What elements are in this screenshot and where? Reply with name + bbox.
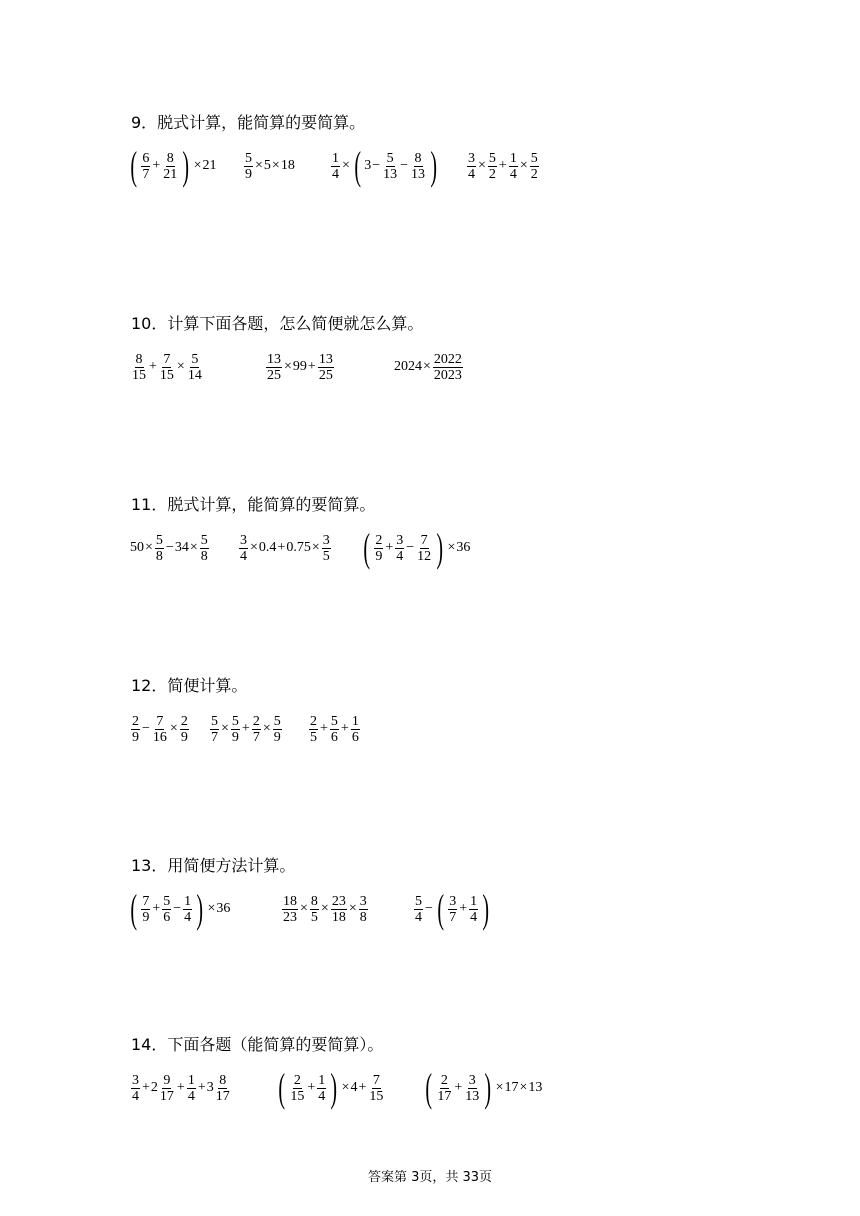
denominator: 4 (509, 166, 517, 182)
question-title: 11．脱式计算，能简算的要简算。 (131, 495, 376, 514)
question-title: 9．脱式计算，能简算的要简算。 (131, 113, 366, 132)
operator: − (142, 721, 150, 736)
numerator: 1 (184, 893, 192, 909)
expression (243, 143, 295, 189)
operator: × (193, 158, 202, 173)
question-11 (0, 495, 860, 645)
fraction (310, 894, 319, 925)
fraction (159, 1073, 175, 1104)
operator: × (320, 901, 329, 916)
expression (127, 143, 216, 189)
numerator: 2 (252, 713, 260, 729)
denominator: 6 (163, 909, 171, 925)
operator: + (176, 1080, 185, 1095)
fraction (464, 1073, 480, 1104)
denominator: 17 (159, 1088, 174, 1104)
operator: + (454, 1080, 463, 1095)
numerator: 6 (142, 150, 150, 166)
question-13 (0, 856, 860, 1006)
question-14 (0, 1035, 860, 1185)
operator: − (173, 901, 182, 916)
paren: ( (130, 143, 137, 188)
denominator: 17 (215, 1088, 230, 1104)
expression (330, 143, 440, 189)
operator: + (320, 721, 328, 736)
denominator: 4 (240, 548, 247, 564)
fraction (467, 151, 476, 182)
operator: × (300, 901, 308, 916)
numerator: 7 (163, 351, 171, 367)
fraction (359, 894, 368, 925)
operator: + (498, 158, 507, 173)
numerator: 5 (330, 713, 338, 729)
number: 5 (263, 158, 271, 173)
denominator: 16 (152, 729, 167, 745)
page-footer: 答案第 3页，共 33页 (367, 1170, 493, 1185)
number: 0.75 (286, 540, 311, 555)
denominator: 15 (290, 1088, 305, 1104)
fraction (448, 894, 457, 925)
fraction (239, 533, 248, 564)
operator: + (459, 901, 468, 916)
fraction (159, 352, 175, 383)
fraction (244, 151, 253, 182)
operator: + (152, 901, 161, 916)
expression (275, 1065, 385, 1111)
fraction (509, 151, 518, 182)
operator: × (189, 540, 198, 555)
denominator: 4 (468, 166, 475, 182)
fraction (318, 352, 334, 383)
fraction (309, 714, 318, 745)
expression (422, 1065, 542, 1111)
numerator: 2 (440, 1072, 448, 1088)
numerator: 3 (322, 532, 330, 548)
denominator: 25 (318, 367, 333, 383)
expression (394, 344, 464, 390)
denominator: 6 (351, 729, 359, 745)
operator: × (271, 158, 280, 173)
numerator: 5 (163, 893, 171, 909)
denominator: 9 (273, 729, 281, 745)
paren: ) (182, 143, 190, 188)
denominator: 4 (187, 1088, 195, 1104)
operator: × (478, 158, 486, 173)
number: 2 (150, 1080, 158, 1095)
numerator: 1 (470, 893, 478, 909)
denominator: 15 (369, 1088, 384, 1104)
operator: + (149, 359, 157, 374)
denominator: 9 (180, 729, 188, 745)
denominator: 7 (211, 729, 218, 745)
numerator: 3 (449, 893, 457, 909)
operator: × (284, 359, 292, 374)
numerator: 5 (386, 150, 394, 166)
operator: × (519, 1080, 528, 1095)
expression (130, 344, 204, 390)
numerator: 8 (219, 1072, 227, 1088)
operator: − (400, 158, 409, 173)
numerator: 5 (231, 713, 239, 729)
numerator: 3 (468, 1072, 476, 1088)
paren: ( (437, 886, 444, 931)
number: 21 (202, 158, 217, 173)
denominator: 4 (396, 548, 404, 564)
operator: × (221, 721, 229, 736)
denominator: 12 (417, 548, 432, 564)
denominator: 4 (184, 909, 192, 925)
numerator: 5 (273, 713, 281, 729)
fraction (414, 894, 423, 925)
fraction (382, 151, 398, 182)
denominator: 15 (132, 367, 146, 383)
fraction (331, 151, 340, 182)
denominator: 18 (331, 909, 346, 925)
denominator: 8 (200, 548, 208, 564)
numerator: 2 (293, 1072, 301, 1088)
expression (127, 886, 230, 932)
denominator: 13 (465, 1088, 480, 1104)
denominator: 4 (318, 1088, 326, 1104)
operator: × (262, 721, 271, 736)
operator: − (406, 540, 415, 555)
fraction (155, 533, 164, 564)
paren: ) (484, 1065, 492, 1110)
question-title: 12．简便计算。 (131, 676, 248, 695)
denominator: 15 (159, 367, 174, 383)
denominator: 13 (383, 166, 398, 182)
fraction (351, 714, 360, 745)
denominator: 7 (449, 909, 457, 925)
fraction (282, 894, 298, 925)
expression (209, 706, 283, 752)
denominator: 9 (231, 729, 239, 745)
numerator: 5 (200, 532, 208, 548)
fraction (436, 1073, 452, 1104)
denominator: 2 (530, 166, 538, 182)
numerator: 5 (191, 351, 199, 367)
operator: × (207, 901, 216, 916)
denominator: 8 (359, 909, 367, 925)
denominator: 9 (132, 729, 139, 745)
denominator: 2023 (433, 367, 462, 383)
fraction (131, 714, 140, 745)
operator: + (358, 1080, 367, 1095)
numerator: 1 (351, 713, 359, 729)
numerator: 7 (142, 893, 150, 909)
denominator: 2 (488, 166, 496, 182)
fraction (530, 151, 539, 182)
operator: × (342, 158, 350, 173)
numerator: 3 (468, 150, 475, 166)
operator: × (176, 359, 185, 374)
fraction (488, 151, 497, 182)
denominator: 4 (132, 1088, 139, 1104)
numerator: 13 (318, 351, 333, 367)
numerator: 1 (332, 150, 339, 166)
numerator: 18 (283, 893, 297, 909)
fraction (187, 352, 203, 383)
fraction (131, 352, 147, 383)
numerator: 1 (509, 150, 517, 166)
denominator: 5 (322, 548, 330, 564)
operator: + (277, 540, 286, 555)
fraction (331, 894, 347, 925)
fraction (322, 533, 331, 564)
number: 3 (206, 1080, 214, 1095)
fraction (252, 714, 261, 745)
expression (466, 143, 540, 189)
operator: − (165, 540, 174, 555)
expression (308, 706, 361, 752)
fraction (374, 533, 383, 564)
numerator: 13 (267, 351, 281, 367)
denominator: 4 (332, 166, 339, 182)
number: 36 (456, 540, 471, 555)
expression (413, 886, 492, 932)
number: 99 (292, 359, 307, 374)
denominator: 23 (283, 909, 297, 925)
operator: × (169, 721, 178, 736)
paren: ) (482, 886, 490, 931)
fraction (368, 1073, 384, 1104)
fraction (433, 352, 463, 383)
denominator: 9 (142, 909, 150, 925)
paren: ) (196, 886, 204, 931)
number: 2024 (394, 359, 422, 374)
operator: × (348, 901, 357, 916)
fraction (395, 533, 404, 564)
expression (360, 525, 470, 571)
number: 17 (504, 1080, 519, 1095)
question-12 (0, 676, 860, 826)
denominator: 6 (330, 729, 338, 745)
numerator: 3 (359, 893, 367, 909)
numerator: 8 (310, 893, 318, 909)
operator: + (307, 359, 316, 374)
operator: × (341, 1080, 350, 1095)
fraction (266, 352, 282, 383)
operator: − (372, 158, 381, 173)
number: 18 (280, 158, 295, 173)
numerator: 5 (415, 893, 422, 909)
number: 34 (174, 540, 189, 555)
paren: ( (363, 525, 370, 570)
numerator: 5 (155, 532, 163, 548)
operator: + (197, 1080, 206, 1095)
fraction (200, 533, 209, 564)
fraction (152, 714, 168, 745)
numerator: 3 (132, 1072, 139, 1088)
expression (281, 886, 369, 932)
operator: × (255, 158, 263, 173)
operator: × (495, 1080, 504, 1095)
numerator: 2 (375, 532, 383, 548)
number: 36 (216, 901, 231, 916)
fraction (410, 151, 426, 182)
denominator: 9 (375, 548, 383, 564)
number: 3 (364, 158, 372, 173)
denominator: 9 (245, 166, 252, 182)
numerator: 2022 (433, 351, 462, 367)
operator: + (307, 1080, 316, 1095)
fraction (187, 1073, 196, 1104)
denominator: 13 (411, 166, 426, 182)
operator: × (519, 158, 528, 173)
operator: × (311, 540, 320, 555)
fraction (162, 151, 178, 182)
denominator: 25 (267, 367, 281, 383)
fraction (273, 714, 282, 745)
denominator: 7 (142, 166, 150, 182)
expression (130, 525, 210, 571)
fraction (416, 533, 432, 564)
fraction (469, 894, 478, 925)
denominator: 5 (310, 729, 317, 745)
numerator: 8 (414, 150, 422, 166)
fraction (215, 1073, 231, 1104)
numerator: 2 (132, 713, 139, 729)
paren: ( (354, 143, 361, 188)
operator: + (241, 721, 250, 736)
fraction (183, 894, 192, 925)
operator: − (425, 901, 433, 916)
expression (130, 1065, 232, 1111)
operator: + (385, 540, 394, 555)
denominator: 8 (155, 548, 163, 564)
question-title: 10．计算下面各题，怎么简便就怎么算。 (131, 314, 424, 333)
question-10 (0, 314, 860, 464)
fraction (317, 1073, 326, 1104)
numerator: 2 (310, 713, 317, 729)
fraction (289, 1073, 305, 1104)
fraction (180, 714, 189, 745)
denominator: 4 (470, 909, 478, 925)
paren: ( (130, 886, 137, 931)
numerator: 2 (180, 713, 188, 729)
numerator: 7 (372, 1072, 380, 1088)
operator: + (152, 158, 161, 173)
denominator: 7 (252, 729, 260, 745)
operator: × (447, 540, 456, 555)
paren: ) (436, 525, 444, 570)
expression (265, 344, 335, 390)
question-title: 13．用简便方法计算。 (131, 856, 296, 875)
numerator: 9 (163, 1072, 171, 1088)
operator: × (145, 540, 153, 555)
paren: ( (425, 1065, 432, 1110)
fraction (131, 1073, 140, 1104)
paren: ( (278, 1065, 285, 1110)
numerator: 8 (166, 150, 174, 166)
denominator: 14 (187, 367, 202, 383)
numerator: 3 (396, 532, 404, 548)
paren: ) (430, 143, 438, 188)
expression (238, 525, 332, 571)
denominator: 21 (163, 166, 178, 182)
numerator: 5 (530, 150, 538, 166)
fraction (162, 894, 171, 925)
operator: × (250, 540, 258, 555)
number: 0.4 (258, 540, 277, 555)
denominator: 4 (415, 909, 422, 925)
fraction (141, 151, 150, 182)
numerator: 3 (240, 532, 247, 548)
numerator: 7 (420, 532, 428, 548)
numerator: 5 (488, 150, 496, 166)
number: 50 (130, 540, 144, 555)
fraction (231, 714, 240, 745)
operator: + (142, 1080, 150, 1095)
numerator: 5 (211, 713, 218, 729)
numerator: 23 (331, 893, 346, 909)
fraction (210, 714, 219, 745)
operator: × (423, 359, 431, 374)
numerator: 1 (318, 1072, 326, 1088)
operator: + (340, 721, 349, 736)
number: 4 (350, 1080, 358, 1095)
question-9 (0, 113, 860, 263)
denominator: 17 (437, 1088, 452, 1104)
question-title: 14．下面各题（能简算的要简算）。 (131, 1035, 384, 1054)
fraction (330, 714, 339, 745)
expression (130, 706, 190, 752)
fraction (141, 894, 150, 925)
number: 13 (528, 1080, 543, 1095)
numerator: 1 (187, 1072, 195, 1088)
numerator: 7 (156, 713, 164, 729)
denominator: 5 (310, 909, 318, 925)
numerator: 8 (135, 351, 143, 367)
paren: ) (330, 1065, 338, 1110)
numerator: 5 (245, 150, 252, 166)
